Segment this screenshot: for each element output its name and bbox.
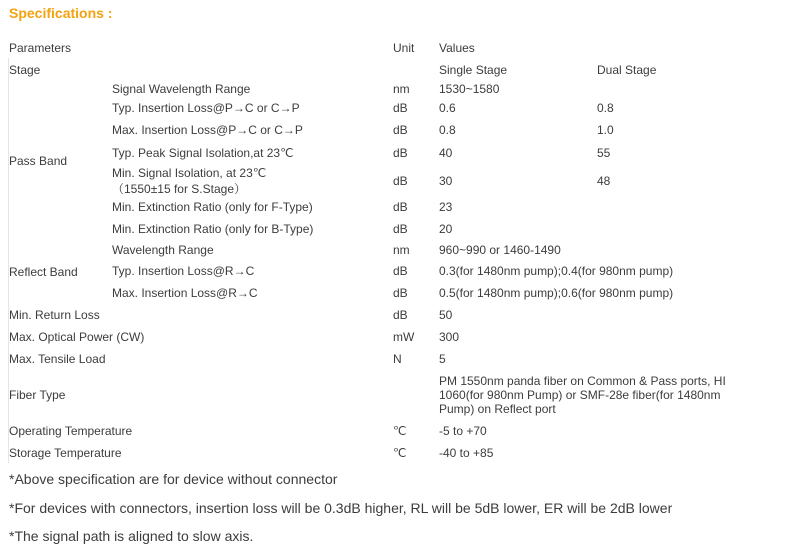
unit-cell: nm [393, 243, 410, 257]
unit-cell: dB [393, 101, 408, 115]
dual-value-cell: 48 [597, 174, 611, 188]
param-cell: Typ. Insertion Loss@R→C [112, 264, 255, 278]
note-slow-axis: *The signal path is aligned to slow axis. [9, 528, 254, 544]
value-cell: 50 [439, 308, 453, 322]
param-cell: Max. Optical Power (CW) [9, 330, 145, 344]
unit-cell: dB [393, 123, 408, 137]
unit-cell: ℃ [393, 446, 407, 460]
stage-label: Stage [9, 63, 41, 77]
value-cell: 5 [439, 352, 446, 366]
single-value-cell: 30 [439, 174, 453, 188]
section-heading: Specifications : [9, 5, 113, 21]
value-cell: 960~990 or 1460-1490 [439, 243, 561, 257]
unit-cell: N [393, 352, 402, 366]
unit-cell: dB [393, 264, 408, 278]
value-cell: -40 to +85 [439, 446, 494, 460]
note-connector: *Above specification are for device without connector [9, 471, 338, 487]
param-cell: Max. Insertion Loss@P→C or C→P [112, 123, 303, 137]
param-cell: Typ. Insertion Loss@P→C or C→P [112, 101, 300, 115]
single-value-cell: 23 [439, 200, 453, 214]
param-cell: Min. Extinction Ratio (only for B-Type) [112, 222, 314, 236]
dual-value-cell: 55 [597, 146, 611, 160]
single-value-cell: 40 [439, 146, 453, 160]
param-cell: Min. Return Loss [9, 308, 100, 322]
header-unit: Unit [393, 41, 415, 55]
unit-cell: dB [393, 174, 408, 188]
table-left-border [8, 58, 9, 463]
param-cell: Fiber Type [9, 388, 66, 402]
header-values: Values [439, 41, 475, 55]
unit-cell: dB [393, 222, 408, 236]
param-cell: Operating Temperature [9, 424, 133, 438]
single-value-cell: 20 [439, 222, 453, 236]
reflect-band-label: Reflect Band [9, 265, 78, 279]
unit-cell: dB [393, 200, 408, 214]
dual-value-cell: 1.0 [597, 123, 614, 137]
param-cell: Wavelength Range [112, 243, 214, 257]
value-cell: PM 1550nm panda fiber on Common & Pass ports, HI 1060(for 980nm Pump) or SMF-28e fiber(for 1480nm Pump) on Reflect port [439, 374, 726, 416]
param-cell: Typ. Peak Signal Isolation,at 23℃ [112, 146, 294, 160]
note-insertion-loss: *For devices with connectors, insertion loss will be 0.3dB higher, RL will be 5dB lower, ER will be 2dB lower [9, 500, 673, 516]
stage-dual: Dual Stage [597, 63, 657, 77]
unit-cell: dB [393, 308, 408, 322]
value-cell: 0.3(for 1480nm pump);0.4(for 980nm pump) [439, 264, 674, 278]
unit-cell: dB [393, 286, 408, 300]
param-cell: Max. Tensile Load [9, 352, 106, 366]
single-value-cell: 0.6 [439, 101, 456, 115]
param-cell: Min. Signal Isolation, at 23℃ [112, 166, 267, 180]
single-value-cell: 1530~1580 [439, 82, 500, 96]
pass-band-label: Pass Band [9, 154, 68, 168]
unit-cell: mW [393, 330, 415, 344]
param-cell-line2: （1550±15 for S.Stage） [112, 182, 246, 196]
param-cell: Signal Wavelength Range [112, 82, 251, 96]
unit-cell: dB [393, 146, 408, 160]
value-cell: 300 [439, 330, 460, 344]
stage-single: Single Stage [439, 63, 508, 77]
header-parameters: Parameters [9, 41, 72, 55]
value-cell: 0.5(for 1480nm pump);0.6(for 980nm pump) [439, 286, 674, 300]
single-value-cell: 0.8 [439, 123, 456, 137]
param-cell: Storage Temperature [9, 446, 122, 460]
param-cell: Max. Insertion Loss@R→C [112, 286, 258, 300]
value-cell: -5 to +70 [439, 424, 487, 438]
dual-value-cell: 0.8 [597, 101, 614, 115]
unit-cell: ℃ [393, 424, 407, 438]
unit-cell: nm [393, 82, 410, 96]
param-cell: Min. Extinction Ratio (only for F-Type) [112, 200, 313, 214]
